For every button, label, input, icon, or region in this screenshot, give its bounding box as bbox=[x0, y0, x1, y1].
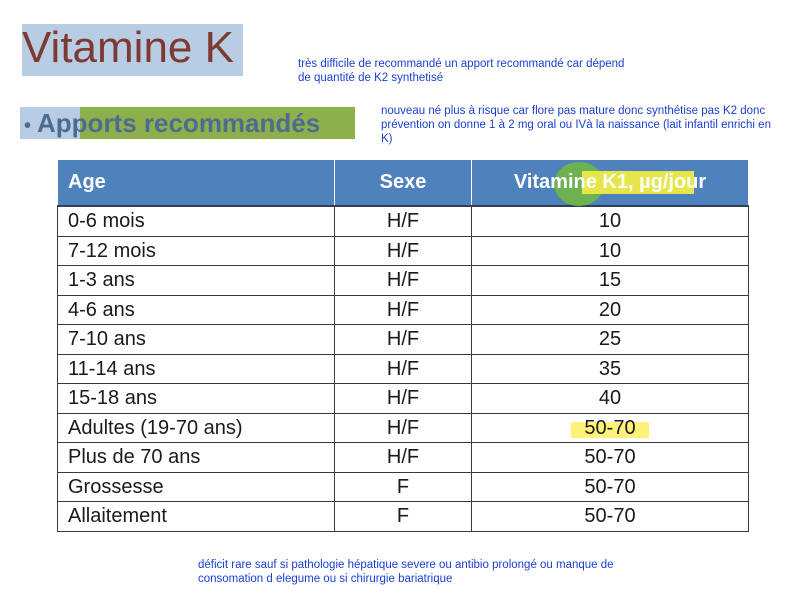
cell-vitamine: 50-70 bbox=[472, 443, 749, 473]
annotation-bottom: déficit rare sauf si pathologie hépatique severe ou antibio prolongé ou manque de consomation d elegume ou si chirurgie bariatrique bbox=[198, 559, 614, 585]
cell-age: 15-18 ans bbox=[58, 384, 335, 414]
cell-sexe: H/F bbox=[335, 325, 472, 355]
table-row bbox=[58, 384, 749, 414]
table-row bbox=[58, 325, 749, 355]
table-header-row bbox=[58, 160, 749, 207]
header-sexe: Sexe bbox=[335, 160, 472, 207]
table-row bbox=[58, 236, 749, 266]
section-heading-text: Apports recommandés bbox=[37, 108, 321, 138]
cell-sexe: H/F bbox=[335, 413, 472, 443]
table-row bbox=[58, 266, 749, 296]
cell-sexe: H/F bbox=[335, 354, 472, 384]
recommendation-table bbox=[57, 159, 749, 532]
table-row bbox=[58, 206, 749, 236]
cell-vitamine: 10 bbox=[472, 236, 749, 266]
bullet-icon: • bbox=[24, 115, 32, 137]
table-row bbox=[58, 354, 749, 384]
cell-age: 1-3 ans bbox=[58, 266, 335, 296]
cell-vitamine: 20 bbox=[472, 295, 749, 325]
table-row bbox=[58, 443, 749, 473]
cell-vitamine: 35 bbox=[472, 354, 749, 384]
cell-vitamine: 15 bbox=[472, 266, 749, 296]
table-row bbox=[58, 413, 749, 443]
cell-age: 7-10 ans bbox=[58, 325, 335, 355]
cell-age: Allaitement bbox=[58, 502, 335, 532]
cell-sexe: H/F bbox=[335, 443, 472, 473]
cell-age: Grossesse bbox=[58, 472, 335, 502]
table-row bbox=[58, 295, 749, 325]
cell-sexe: H/F bbox=[335, 266, 472, 296]
cell-age: 0-6 mois bbox=[58, 206, 335, 236]
cell-sexe: H/F bbox=[335, 236, 472, 266]
header-age: Age bbox=[58, 160, 335, 207]
cell-vitamine: 40 bbox=[472, 384, 749, 414]
section-heading bbox=[24, 107, 320, 142]
annotation-right: nouveau né plus à risque car flore pas mature donc synthétise pas K2 donc prévention on donne 1 à 2 mg oral ou IVà la naissance (lait infantil enrichi en K) bbox=[381, 105, 771, 145]
cell-age: 11-14 ans bbox=[58, 354, 335, 384]
header-vitamine-label: Vitamine K1, µg/jour bbox=[513, 171, 707, 193]
cell-vitamine: 25 bbox=[472, 325, 749, 355]
cell-age: Plus de 70 ans bbox=[58, 443, 335, 473]
table-body bbox=[58, 206, 749, 531]
page-title: Vitamine K bbox=[22, 23, 234, 72]
header-vitamine bbox=[472, 160, 749, 207]
table-row bbox=[58, 472, 749, 502]
cell-age: 7-12 mois bbox=[58, 236, 335, 266]
cell-age: Adultes (19-70 ans) bbox=[58, 413, 335, 443]
cell-vitamine: 10 bbox=[472, 206, 749, 236]
cell-sexe: H/F bbox=[335, 295, 472, 325]
cell-vitamine: 50-70 bbox=[472, 502, 749, 532]
cell-sexe: H/F bbox=[335, 206, 472, 236]
table-row bbox=[58, 502, 749, 532]
cell-sexe: H/F bbox=[335, 384, 472, 414]
cell-age: 4-6 ans bbox=[58, 295, 335, 325]
cell-vitamine bbox=[472, 413, 749, 443]
cell-sexe: F bbox=[335, 502, 472, 532]
annotation-top: très difficile de recommandé un apport recommandé car dépend de quantité de K2 synthetisé bbox=[298, 58, 625, 84]
cell-sexe: F bbox=[335, 472, 472, 502]
cell-vitamine-text: 50-70 bbox=[584, 416, 636, 439]
cell-vitamine: 50-70 bbox=[472, 472, 749, 502]
